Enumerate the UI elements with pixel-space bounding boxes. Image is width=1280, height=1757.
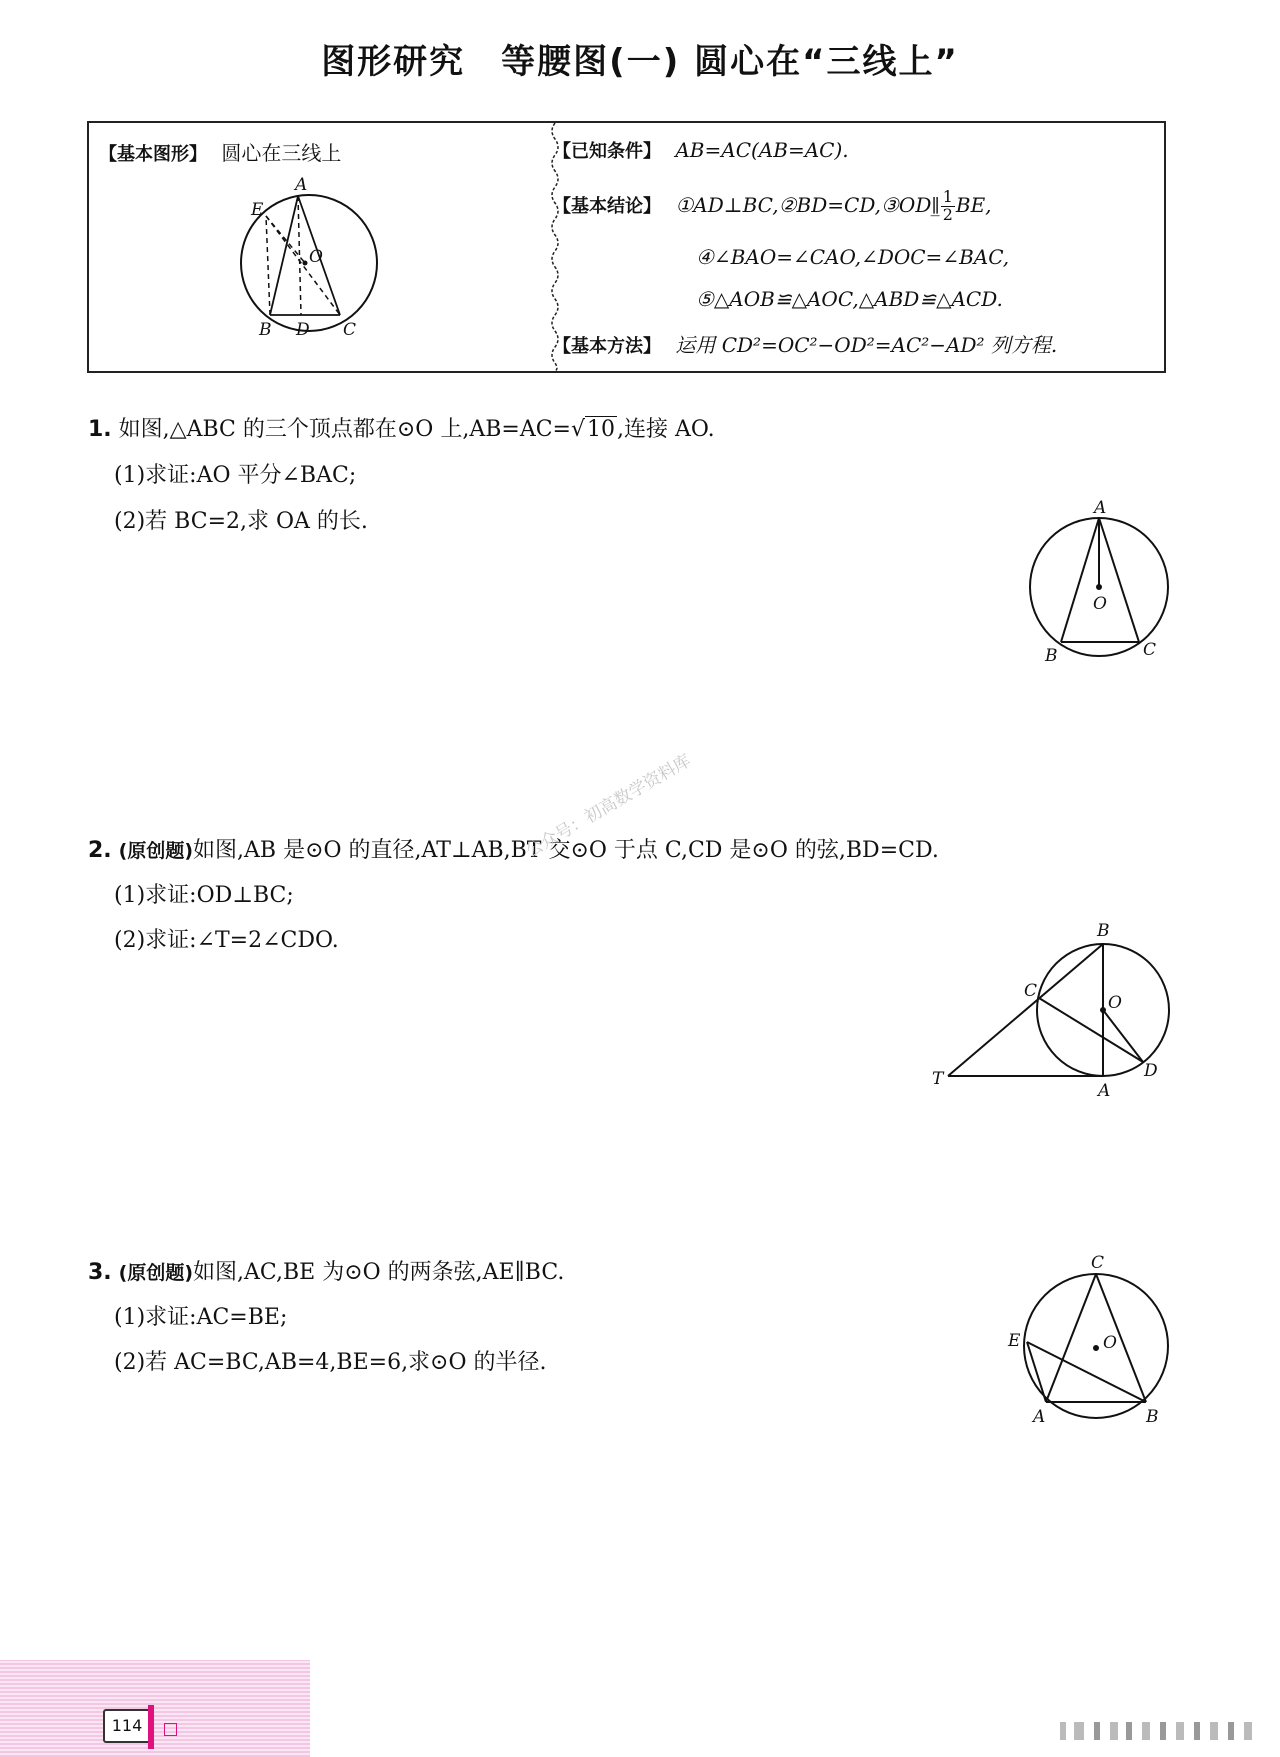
q2-label-O: O bbox=[1108, 993, 1122, 1013]
q2-number: 2. bbox=[88, 838, 112, 863]
q2-stem: 如图,AB 是⊙O 的直径,AT⊥AB,BT 交⊙O 于点 C,CD 是⊙O 的弦,BD=CD. bbox=[193, 838, 939, 863]
q1-stem-a: 如图,△ABC 的三个顶点都在⊙O 上,AB=AC= bbox=[118, 417, 571, 442]
q1-label-A: A bbox=[1094, 498, 1107, 518]
q3-label-E: E bbox=[1008, 1331, 1021, 1351]
half-fraction: $\frac{1}{2}$ bbox=[942, 187, 953, 224]
watermark: 公众号：初高数学资料库 bbox=[522, 750, 695, 862]
q2-part-2: (2)求证:∠T=2∠CDO. bbox=[114, 928, 339, 953]
basic-figure-diagram bbox=[239, 165, 379, 365]
q1-stem-b: ,连接 AO. bbox=[617, 417, 715, 442]
q1-part-1: (1)求证:AO 平分∠BAC; bbox=[114, 463, 357, 488]
q1-label-B: B bbox=[1045, 646, 1058, 666]
question-2 bbox=[88, 833, 939, 864]
q2-label-D: D bbox=[1144, 1061, 1158, 1081]
q2-label-A: A bbox=[1098, 1081, 1111, 1101]
q1-label-O: O bbox=[1093, 594, 1107, 614]
conclusion-tag: 【基本结论】 bbox=[553, 195, 661, 217]
q3-stem: 如图,AC,BE 为⊙O 的两条弦,AE∥BC. bbox=[193, 1260, 565, 1285]
q3-number: 3. bbox=[88, 1260, 112, 1285]
known-tag: 【已知条件】 bbox=[553, 141, 661, 162]
q1-number: 1. bbox=[88, 417, 112, 442]
label-O: O bbox=[309, 247, 323, 267]
q2-tag: (原创题) bbox=[118, 840, 194, 862]
method-text: 运用 CD²=OC²−OD²=AC²−AD² 列方程. bbox=[675, 333, 1058, 357]
label-E: E bbox=[251, 200, 264, 220]
q3-tag: (原创题) bbox=[118, 1262, 194, 1284]
conclusion-line2: ④∠BAO=∠CAO,∠DOC=∠BAC, bbox=[696, 245, 1010, 269]
q2-label-C: C bbox=[1024, 981, 1038, 1001]
q2-label-T: T bbox=[932, 1069, 944, 1089]
q3-label-A: A bbox=[1033, 1407, 1046, 1427]
page-square-icon bbox=[164, 1723, 177, 1736]
q3-label-O: O bbox=[1103, 1333, 1117, 1353]
conclusion-line1-a: ①AD⊥BC,②BD=CD,③OD bbox=[675, 192, 932, 217]
parallel-equal-symbol: ∥̲ bbox=[931, 195, 940, 217]
page-number: 114 bbox=[103, 1709, 151, 1743]
q2-part-1: (1)求证:OD⊥BC; bbox=[114, 883, 294, 908]
q3-part-1: (1)求证:AC=BE; bbox=[114, 1305, 288, 1330]
basic-figure-tag: 【基本图形】 bbox=[99, 144, 207, 165]
q2-label-B: B bbox=[1097, 921, 1110, 941]
label-B: B bbox=[259, 320, 272, 340]
q1-sqrt: 10 bbox=[587, 417, 616, 442]
question-3 bbox=[88, 1255, 564, 1286]
label-D: D bbox=[296, 320, 310, 340]
known-text: AB=AC(AB=AC). bbox=[675, 138, 849, 162]
q2-diagram bbox=[920, 918, 1170, 1108]
page-title: 图形研究 等腰图(一) 圆心在“三线上” bbox=[321, 42, 959, 82]
conclusion-line1-b: BE, bbox=[955, 192, 992, 217]
q1-diagram bbox=[1015, 495, 1195, 675]
question-1: 1. 如图,△ABC 的三个顶点都在⊙O 上,AB=AC=√10,连接 AO. bbox=[88, 417, 715, 442]
q3-label-B: B bbox=[1146, 1407, 1159, 1427]
barcode-mark bbox=[1060, 1720, 1260, 1742]
q1-part-2: (2)若 BC=2,求 OA 的长. bbox=[114, 509, 368, 534]
q3-label-C: C bbox=[1091, 1253, 1105, 1273]
method-tag: 【基本方法】 bbox=[553, 336, 661, 357]
q3-diagram bbox=[1000, 1250, 1180, 1430]
page-number-accent bbox=[148, 1705, 154, 1749]
summary-box bbox=[87, 121, 1166, 373]
basic-figure-text: 圆心在三线上 bbox=[221, 141, 342, 165]
conclusion-line3: ⑤△AOB≌△AOC,△ABD≌△ACD. bbox=[696, 287, 1003, 311]
q3-part-2: (2)若 AC=BC,AB=4,BE=6,求⊙O 的半径. bbox=[114, 1350, 547, 1375]
footer-band bbox=[0, 1660, 310, 1757]
q1-label-C: C bbox=[1143, 640, 1157, 660]
label-C: C bbox=[343, 320, 357, 340]
label-A: A bbox=[295, 175, 308, 195]
